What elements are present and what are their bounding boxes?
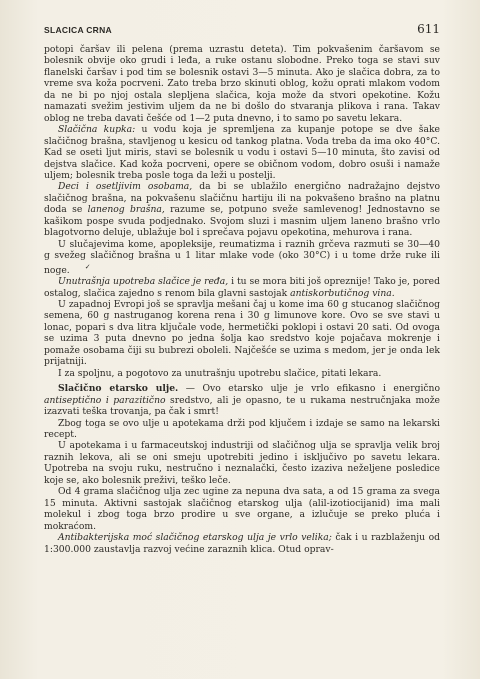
text-run: Antibakterijska moć slačičnog etarskog ulja je vrlo velika; — [58, 532, 332, 544]
paragraph-p10 — [44, 440, 440, 486]
paragraph-p2 — [44, 124, 440, 181]
text-run: čak i u razblaženju od 1:300.000 zaustavlja razvoj većine zaraznih klica. Otud oprav- — [44, 532, 441, 555]
paragraph-p12 — [44, 532, 440, 555]
text-run: U zapadnoj Evropi još se spravlja mešani čaj u kome ima 60 g stucanog slačičnog semena, 60 g nastruganog korena rena i 30 g limunove kore. Ovo se sve stavi u lonac, popari s dva litra ključale vode, hermetički poklopi i ostavi 20 sati. Od ovoga se uzima 3 puta dnevno po jedna šolja kao sredstvo koje pojačava mokrenje i pomaže osobama čiji su bubrezi oboleli. Najčešće se uzima s medom, jer je onda lek prijatniji. — [44, 299, 440, 368]
text-run: U apotekama i u farmaceutskoj industriji od slačičnog ulja se spravlja velik broj raznih lekova, ali se oni smeju upotrebiti jedino i isključivo po savetu lekara. Upotreba na svoju ruku, nestručno i neznalački, često izaziva neželjene posledice koje se, ako bolesnik preživi, teško leče. — [44, 440, 440, 486]
text-run: potopi čaršav ili pelena (prema uzrastu deteta). Tim pokvašenim čaršavom se bolesnik obvije oko grudi i leđa, a ruke ostanu slobodne. Preko toga se stavi suv flanelski čaršav i pod tim se bolesnik ostavi 3—5 minuta. Ako je slačica dobra, za to vreme sva koža pocrveni. Zato treba brzo skinuti oblog, kožu oprati mlakom vodom da ne bi po njoj ostala slepljena slačica, koja može da stvori opekotine. Kožu namazati svežim jestivim uljem da ne bi došlo do stvaranja plikova i rana. Takav oblog ne treba davati češće od 1—2 puta dnevno, i to samo po savetu lekara. — [44, 44, 440, 124]
text-run: Zbog toga se ovo ulje u apotekama drži pod ključem i izdaje se samo na lekarski recept. — [44, 417, 440, 441]
paragraph-p5 — [44, 276, 440, 299]
body-text — [44, 44, 440, 555]
paragraph-p4 — [44, 239, 440, 276]
text-run: U slučajevima kome, apopleksije, reumatizma i raznih grčeva razmuti se 30—40 g svežeg slačičnog brašna u 1 litar mlake vode (oko 30°C) i u tome drže ruke ili noge. — [44, 238, 440, 276]
text-run: Od 4 grama slačičnog ulja zec ugine za nepuna dva sata, a od 15 grama za svega 15 minuta. Aktivni sastojak slačičnog etarskog ulja (alil-izotiocijanid) ima mali molekul i zbog toga brzo prodire u sve organe, a izlučuje se preko pluća i mokraćom. — [44, 486, 440, 532]
running-head — [44, 22, 440, 38]
paragraph-p6 — [44, 299, 440, 368]
running-head-title: SLACICA CRNA — [44, 25, 112, 35]
text-run: Slačična kupka: — [58, 124, 136, 136]
text-run: sredstvo, ali je opasno, te u rukama nestručnjaka može izazvati teška trovanja, pa čak i smrt! — [44, 394, 440, 418]
text-run: Deci i osetljivim osobama, — [58, 181, 193, 193]
paragraph-p9 — [44, 418, 440, 441]
text-run: — Ovo etarsko ulje je vrlo efikasno i energično — [178, 383, 440, 395]
text-run: antiskorbutičnog vina. — [290, 287, 395, 299]
paragraph-p11 — [44, 486, 440, 532]
paragraph-p7 — [44, 368, 440, 379]
text-run: antiseptično i parazitično — [44, 394, 166, 406]
paragraph-p8 — [44, 383, 440, 417]
page-number: 611 — [417, 22, 440, 36]
text-run: u vodu koja je spremljena za kupanje potope se dve šake slačičnog brašna, stavljenog u kesicu od tankog platna. Voda treba da ima oko 40°C. Kad se oseti ljut miris, stavi se bolesnik u vodu i ostavi 5—10 minuta, što zavisi od dejstva slačice. Kad koža pocrveni, opere se običnom vodom, dobro osuši i namaže uljem; bolesnik treba posle toga da leži u postelji. — [44, 124, 440, 181]
text-run: Unutrašnja upotreba slačice je ređa, — [58, 276, 229, 288]
text-run: Slačično etarsko ulje. — [58, 383, 179, 395]
paragraph-p1 — [44, 44, 440, 124]
text-run: da bi se ublažilo energično nadražajno dejstvo slačičnog brašna, na pokvašenu slačičnu hartiju ili na pokvašeno brašno na platnu doda se — [44, 181, 441, 216]
text-run: razume se, potpuno sveže samlevenog! Jednostavno se kašikom pospe svuda podjednako. Svojom sluzi i masnim uljem laneno brašno vrlo blagotvorno deluje, ublažuje bol i sprečava pojavu opekotina, mehurova i rana. — [44, 204, 440, 239]
paragraph-p3 — [44, 181, 440, 238]
text-run: i tu se mora biti još opreznije! Tako je, pored ostalog, slačica zajedno s renom bila glavni sastojak — [44, 276, 440, 299]
text-run: lanenog brašna, — [87, 204, 165, 216]
margin-check-mark: ✓ — [84, 262, 91, 271]
text-run: I za spoljnu, a pogotovo za unutrašnju upotrebu slačice, pitati lekara. — [58, 367, 382, 379]
